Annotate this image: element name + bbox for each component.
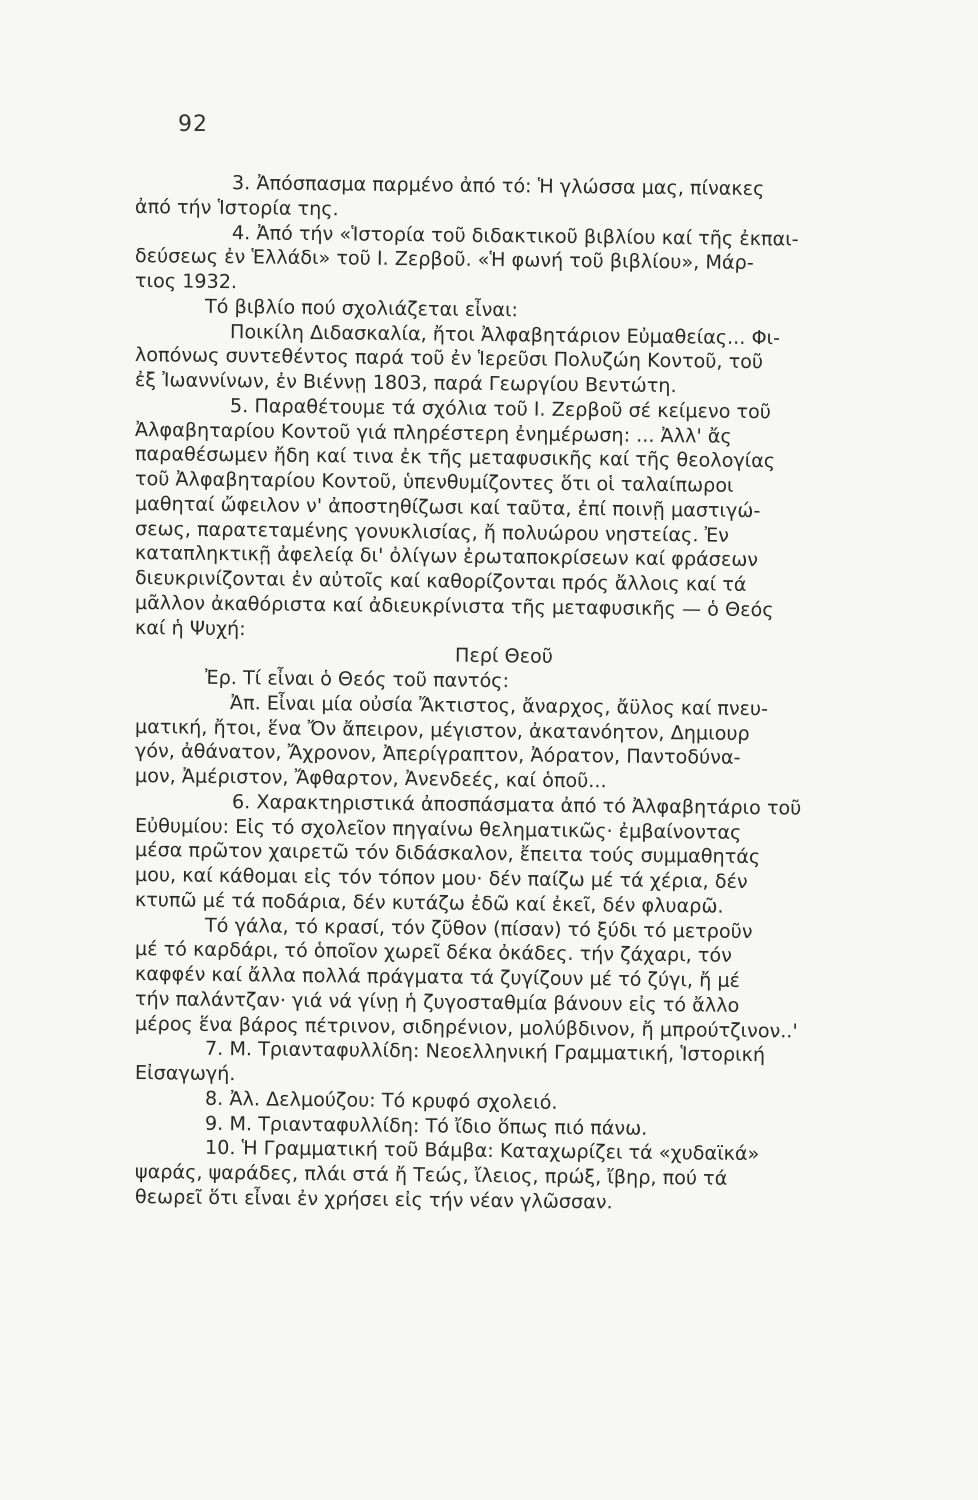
- text-line: δεύσεως ἐν Ἑλλάδι» τοῦ Ι. Ζερβοῦ. «Ἡ φωνή τοῦ βιβλίου», Μάρ-: [134, 244, 754, 275]
- text-line: τοῦ Ἀλφαβηταρίου Κοντοῦ, ὑπενθυμίζοντες ὅτι οἱ ταλαίπωροι: [134, 467, 734, 497]
- page-number: 92: [178, 112, 208, 137]
- text-line: 6. Χαρακτηριστικά ἀποσπάσματα ἀπό τό Ἀλφαβητάριο τοῦ: [231, 789, 802, 820]
- text-line: Εὐθυμίου: Εἰς τό σχολεῖον πηγαίνω θεληματικῶς· ἐμβαίνοντας: [134, 813, 742, 844]
- text-line: θεωρεῖ ὅτι εἶναι ἐν χρήσει εἰς τήν νέαν γλῶσσαν.: [134, 1184, 613, 1214]
- text-line: καταπληκτικῇ ἀφελείᾳ δι' ὀλίγων ἐρωταποκρίσεων καί φράσεων: [134, 541, 759, 572]
- text-line: καί ἡ Ψυχή:: [134, 615, 246, 640]
- text-line: μον, Ἀμέριστον, Ἄφθαρτον, Ἀνενδεές, καί ὁποῦ...: [134, 764, 607, 793]
- text-line: ματική, ἤτοι, ἕνα Ὄν ἄπειρον, μέγιστον, ἀκατανόητον, Δημιουρ: [134, 714, 750, 745]
- text-line: Ἀλφαβηταρίου Κοντοῦ γιά πληρέστερη ἐνημέρωση: ... Ἀλλ' ἄς: [134, 417, 732, 448]
- text-line: Ποικίλη Διδασκαλία, ἤτοι Ἀλφαβητάριον Εὐμαθείας... Φι-: [229, 319, 781, 349]
- text-line: λοπόνως συντεθέντος παρά τοῦ ἐν Ἱερεῦσι Πολυζώη Κοντοῦ, τοῦ: [134, 343, 764, 374]
- text-line: ἐξ Ἰωαννίνων, ἐν Βιέννῃ 1803, παρά Γεωργίου Βεντώτη.: [134, 368, 677, 398]
- text-line: διευκρινίζονται ἐν αὐτοῖς καί καθορίζονται πρός ἄλλοις καί τά: [134, 566, 747, 596]
- section-heading: Περί Θεοῦ: [454, 643, 554, 668]
- footnotes-text: [134, 170, 880, 1214]
- text-line: μέσα πρῶτον χαιρετῶ τόν διδάσκαλον, ἔπειτα τούς συμμαθητάς: [134, 838, 761, 869]
- text-line: 3. Ἀπόσπασμα παρμένο ἀπό τό: Ἡ γλώσσα μας, πίνακες: [231, 171, 765, 201]
- text-line: Ἀπ. Εἶναι μία οὐσία Ἄκτιστος, ἄναρχος, ἄϋλος καί πνευ-: [229, 690, 769, 720]
- text-line: τιος 1932.: [134, 269, 238, 294]
- text-line: παραθέσωμεν ἤδη καί τινα ἐκ τῆς μεταφυσικῆς καί τῆς θεολογίας: [134, 442, 776, 473]
- text-line: γόν, ἀθάνατον, Ἄχρονον, Ἀπερίγραπτον, Ἀόρατον, Παντοδύνα-: [134, 739, 741, 770]
- text-line: Τό γάλα, τό κρασί, τόν ζῦθον (πίσαν) τό ξύδι τό μετροῦν: [204, 913, 753, 943]
- text-line: Εἰσαγωγή.: [134, 1061, 236, 1086]
- text-line: Ἐρ. Τί εἶναι ὁ Θεός τοῦ παντός:: [204, 665, 510, 693]
- text-line: καφφέν καί ἄλλα πολλά πράγματα τά ζυγίζουν μέ τό ζύγι, ἤ μέ: [134, 962, 741, 992]
- text-line: μᾶλλον ἀκαθόριστα καί ἀδιευκρίνιστα τῆς μεταφυσικῆς — ὁ Θεός: [134, 590, 774, 621]
- text-line: μέρος ἕνα βάρος πέτρινον, σιδηρένιον, μολύβδινον, ἤ μπρούτζινον..': [134, 1011, 798, 1043]
- text-line: Τό βιβλίο πού σχολιάζεται εἶναι:: [204, 294, 519, 322]
- text-line: μου, καί κάθομαι εἰς τόν τόπον μου· δέν παίζω μέ τά χέρια, δέν: [134, 863, 748, 893]
- text-line: 7. Μ. Τριανταφυλλίδη: Νεοελληνική Γραμματική, Ἱστορική: [204, 1037, 766, 1067]
- text-line: κτυπῶ μέ τά ποδάρια, δέν κυτάζω ἐδῶ καί ἐκεῖ, δέν φλυαρῶ.: [134, 887, 724, 918]
- text-line: 4. Ἀπό τήν «Ἱστορία τοῦ διδακτικοῦ βιβλίου καί τῆς ἐκπαι-: [231, 220, 799, 251]
- text-line: μέ τό καρδάρι, τό ὁποῖον χωρεῖ δέκα ὀκάδες. τήν ζάχαρι, τόν: [134, 937, 732, 968]
- text-line: 9. Μ. Τριανταφυλλίδη: Τό ἴδιο ὅπως πιό πάνω.: [204, 1111, 648, 1140]
- text-line: σεως, παρατεταμένης γονυκλισίας, ἤ πολυώρου νηστείας. Ἐν: [134, 516, 730, 547]
- text-line: 5. Παραθέτουμε τά σχόλια τοῦ Ι. Ζερβοῦ σέ κείμενο τοῦ: [229, 393, 772, 423]
- text-line: μαθηταί ὤφειλον ν' ἀποστηθίζωσι καί ταῦτα, ἐπί ποινῇ μαστιγώ-: [134, 491, 761, 522]
- text-line: 8. Ἀλ. Δελμούζου: Τό κρυφό σχολειό.: [204, 1086, 558, 1114]
- text-line: τήν παλάντζαν· γιά νά γίνῃ ἡ ζυγοσταθμία βάνουν εἰς τό ἄλλο: [134, 986, 740, 1017]
- text-line: 10. Ἡ Γραμματική τοῦ Βάμβα: Καταχωρίζει τά «χυδαϊκά»: [204, 1136, 760, 1166]
- text-line: ἀπό τήν Ἱστορία της.: [134, 194, 339, 221]
- text-line: ψαράς, ψαράδες, πλάι στά ἤ Τεώς, ἴλειος, πρώξ, ἴβηρ, πού τά: [134, 1160, 728, 1190]
